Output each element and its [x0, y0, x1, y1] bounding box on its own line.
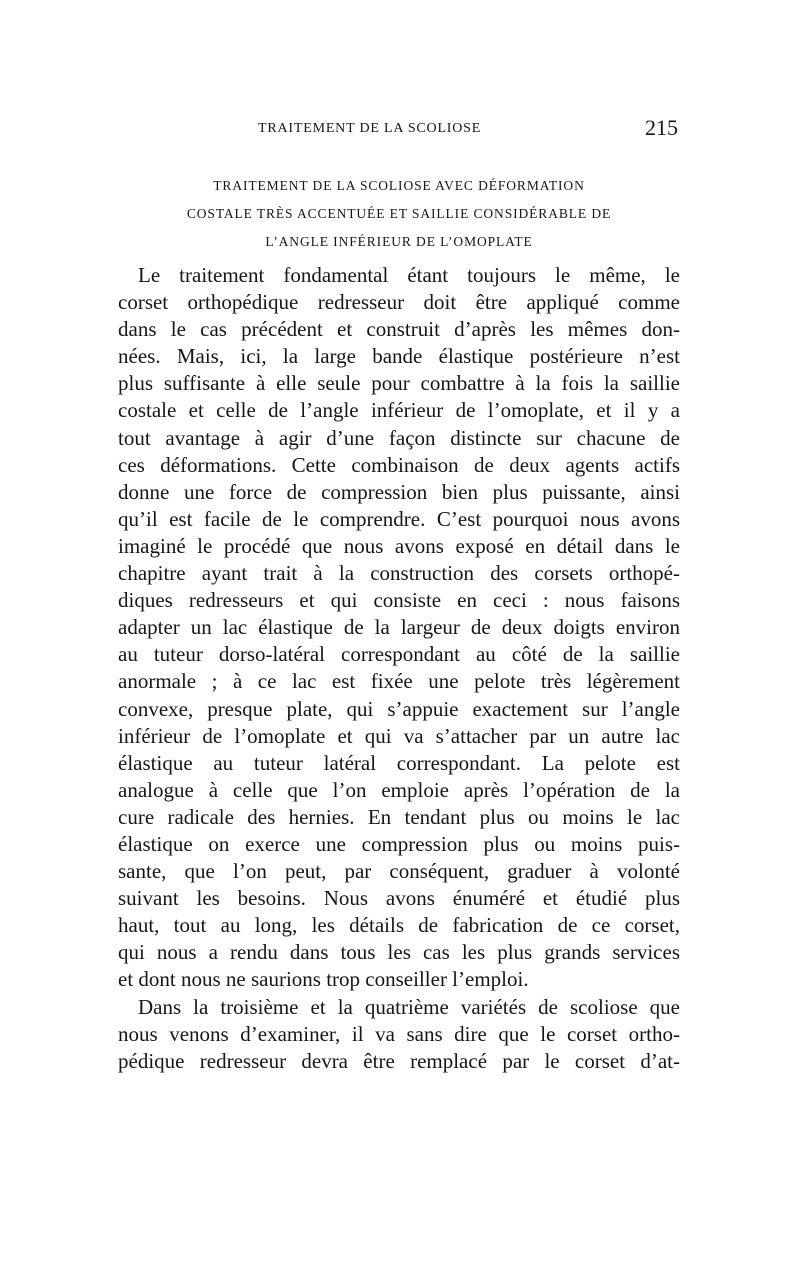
- paragraph-line: costale et celle de l’angle inférieur de l’omoplate, et il y a: [118, 398, 680, 423]
- paragraph-line: qu’il est facile de le comprendre. C’est pourquoi nous avons: [118, 506, 680, 531]
- section-title-line: TRAITEMENT DE LA SCOLIOSE AVEC DÉFORMATION: [213, 178, 585, 193]
- paragraph-line: ces déformations. Cette combinaison de deux agents actifs: [118, 452, 680, 477]
- body-text: [118, 262, 680, 1075]
- paragraph-line: adapter un lac élastique de la largeur de deux doigts environ: [118, 615, 680, 640]
- paragraph-line: nous venons d’examiner, il va sans dire que le corset ortho-: [118, 1021, 680, 1046]
- paragraph-line: analogue à celle que l’on emploie après l’opération de la: [118, 777, 680, 802]
- paragraph-line: convexe, presque plate, qui s’appuie exactement sur l’angle: [118, 696, 680, 721]
- paragraph-line: plus suffisante à elle seule pour combattre à la fois la saillie: [118, 371, 680, 396]
- running-title: TRAITEMENT DE LA SCOLIOSE: [258, 121, 482, 136]
- paragraph-line: au tuteur dorso-latéral correspondant au côté de la saillie: [118, 642, 680, 667]
- section-title-line: L’ANGLE INFÉRIEUR DE L’OMOPLATE: [265, 234, 533, 249]
- paragraph-line: et dont nous ne saurions trop conseiller l’emploi.: [118, 967, 529, 992]
- paragraph-line: dans le cas précédent et construit d’après les mêmes don-: [118, 317, 680, 342]
- paragraph-line: corset orthopédique redresseur doit être appliqué comme: [118, 290, 680, 315]
- section-title-line: COSTALE TRÈS ACCENTUÉE ET SAILLIE CONSIDÉRABLE DE: [186, 206, 612, 221]
- paragraph-line: anormale ; à ce lac est fixée une pelote très légèrement: [118, 669, 680, 694]
- paragraph-line: inférieur de l’omoplate et qui va s’attacher par un autre lac: [118, 723, 680, 748]
- paragraph-line: chapitre ayant trait à la construction des corsets orthopé-: [118, 561, 680, 586]
- paragraph-line: tout avantage à agir d’une façon distincte sur chacune de: [118, 425, 680, 450]
- paragraph-line: Dans la troisième et la quatrième variétés de scoliose que: [138, 994, 680, 1019]
- paragraph-line: haut, tout au long, les détails de fabrication de ce corset,: [118, 913, 680, 938]
- paragraph-line: nées. Mais, ici, la large bande élastique postérieure n’est: [118, 344, 680, 369]
- paragraph-line: Le traitement fondamental étant toujours le même, le: [138, 263, 680, 287]
- paragraph-line: diques redresseurs et qui consiste en ceci : nous faisons: [118, 588, 680, 613]
- paragraph-line: cure radicale des hernies. En tendant plus ou moins le lac: [118, 804, 680, 829]
- section-title: [118, 172, 680, 256]
- paragraph-line: suivant les besoins. Nous avons énuméré et étudié plus: [118, 886, 680, 911]
- paragraph-line: élastique au tuteur latéral correspondant. La pelote est: [118, 750, 680, 775]
- paragraph-line: qui nous a rendu dans tous les cas les plus grands services: [118, 940, 680, 965]
- page-number: 215: [645, 115, 678, 140]
- paragraph-line: imaginé le procédé que nous avons exposé en détail dans le: [118, 533, 680, 558]
- paragraph-line: élastique on exerce une compression plus ou moins puis-: [118, 831, 680, 856]
- paragraph-line: pédique redresseur devra être remplacé par le corset d’at-: [118, 1048, 680, 1073]
- running-head: [118, 115, 678, 144]
- paragraph-line: donne une force de compression bien plus puissante, ainsi: [118, 479, 680, 504]
- paragraph-line: sante, que l’on peut, par conséquent, graduer à volonté: [118, 859, 680, 884]
